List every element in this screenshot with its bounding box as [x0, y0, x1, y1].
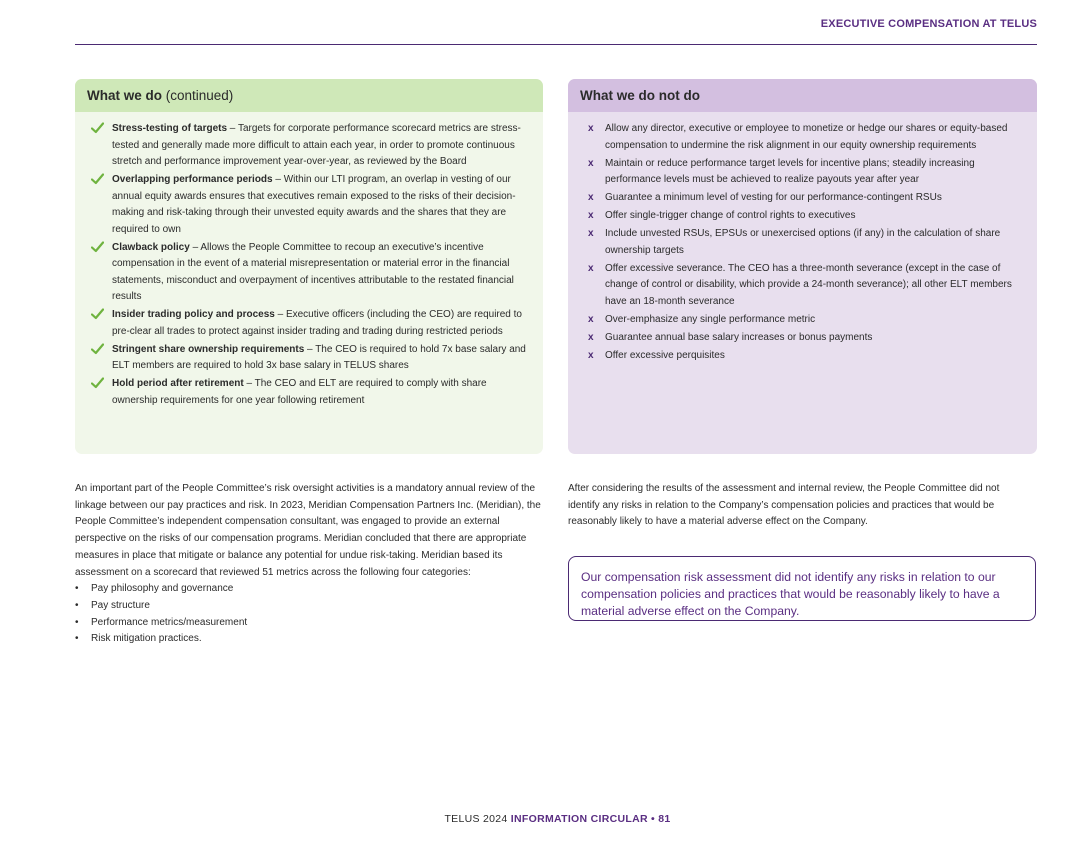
- do-item-text: – Allows the People Committee to recoup an executive’s incentive compensation in the event of a material misrepresentation or material error in the financial statements, misconduct and overpayment of incentives attributable to the restated financial results: [112, 241, 514, 302]
- check-icon: [91, 377, 104, 389]
- dont-item-text: Offer single-trigger change of control rights to executives: [605, 210, 856, 221]
- category-item: [75, 581, 550, 598]
- dont-item: [588, 261, 1027, 311]
- category-item: [75, 598, 550, 615]
- do-item-text: – The CEO is required to hold 7x base salary and ELT members are required to hold 3x base salary in TELUS shares: [112, 343, 526, 371]
- do-item-text: – Within our LTI program, an overlap in vesting of our annual equity awards ensures that executives remain exposed to the risks of their decision-making and risk-taking through their unvested equity awards and the shares that they are required to own: [112, 174, 516, 235]
- dont-item: [588, 121, 1027, 154]
- what-we-do-heading: [75, 79, 543, 112]
- check-icon: [91, 241, 104, 253]
- dont-item-text: Offer excessive perquisites: [605, 349, 725, 361]
- check-icon: [91, 308, 104, 320]
- footer-prefix: TELUS 2024: [444, 813, 511, 825]
- do-item-label: Clawback policy: [112, 241, 190, 253]
- dont-item: [588, 312, 1027, 329]
- category-text: Pay structure: [91, 599, 150, 611]
- do-item: [91, 240, 533, 306]
- what-we-do-panel: [75, 79, 543, 454]
- bullet-icon: •: [75, 616, 79, 628]
- dont-item: [588, 208, 1027, 225]
- page-number: 81: [658, 813, 671, 825]
- category-item: [75, 631, 550, 648]
- x-mark-icon: x: [588, 157, 594, 169]
- dont-item: [588, 330, 1027, 347]
- category-text: Performance metrics/measurement: [91, 616, 248, 628]
- check-icon: [91, 173, 104, 185]
- do-item-label: Stress-testing of targets: [112, 123, 228, 134]
- dont-item-text: Include unvested RSUs, EPSUs or unexercised options (if any) in the calculation of share ownership targets: [605, 228, 1001, 256]
- page-footer: [0, 813, 1087, 825]
- x-mark-icon: x: [588, 349, 594, 361]
- dont-item-text: Guarantee annual base salary increases or bonus payments: [605, 331, 873, 343]
- risk-oversight-paragraph: An important part of the People Committee’s risk oversight activities is a mandatory annual review of the linkage between our pay practices and risk. In 2023, Meridian Compensation Partners Inc. (Meridian), the People Committee’s independent compensation consultant, was engaged to provide an external perspective on the risks of our compensation programs. Meridian concluded that there are appropriate measures in place that mitigate or balance any potential for undue risk-taking. Meridian based its assessment on a scorecard that reviewed 51 metrics across the following four categories:: [75, 483, 541, 578]
- what-we-do-not-do-panel: [568, 79, 1037, 454]
- x-mark-icon: x: [588, 313, 594, 325]
- dont-item: [588, 348, 1027, 365]
- header-divider: [75, 44, 1037, 45]
- bullet-icon: •: [75, 583, 79, 595]
- x-mark-icon: x: [588, 210, 594, 221]
- running-header: EXECUTIVE COMPENSATION AT TELUS: [820, 18, 1037, 30]
- do-item: [91, 121, 533, 171]
- do-item-text: – Executive officers (including the CEO) are required to pre-clear all trades to protect against insider trading and trading during restricted periods: [112, 309, 522, 337]
- bullet-icon: •: [75, 599, 79, 611]
- do-item-label: Stringent share ownership requirements: [112, 343, 305, 355]
- dont-item-text: Over-emphasize any single performance metric: [605, 313, 816, 325]
- check-icon: [91, 122, 104, 134]
- x-mark-icon: x: [588, 331, 594, 343]
- x-mark-icon: x: [588, 123, 594, 134]
- categories-list: [75, 581, 550, 648]
- do-item-label: Hold period after retirement: [112, 378, 244, 389]
- assessment-conclusion-paragraph: After considering the results of the assessment and internal review, the People Committee did not identify any risks in relation to the Company’s compensation policies and practices that would be reasonably likely to have a material adverse effect on the Company.: [568, 483, 1000, 528]
- category-item: [75, 615, 550, 632]
- dont-item-text: Maintain or reduce performance target levels for incentive plans; steadily increasing performance levels must be achieved to realize payouts year after year: [605, 157, 975, 185]
- x-mark-icon: x: [588, 192, 594, 203]
- what-we-do-title-suffix: (continued): [162, 88, 234, 103]
- dont-item-text: Allow any director, executive or employee to monetize or hedge our shares or equity-based compensation to undermine the risk alignment in our equity ownership requirements: [605, 123, 1008, 151]
- do-item: [91, 342, 533, 375]
- footer-separator: •: [647, 813, 659, 825]
- footer-document-title: INFORMATION CIRCULAR: [510, 813, 648, 825]
- do-item-label: Insider trading policy and process: [112, 309, 275, 320]
- dont-item: [588, 156, 1027, 189]
- dont-item-text: Guarantee a minimum level of vesting for our performance-contingent RSUs: [605, 192, 942, 203]
- category-text: Pay philosophy and governance: [91, 583, 234, 595]
- do-item: [91, 307, 533, 340]
- do-item: [91, 172, 533, 238]
- what-we-do-title: What we do: [87, 88, 162, 103]
- do-item-text: – Targets for corporate performance scorecard metrics are stress-tested and generally made more difficult to attain each year, in order to promote continuous stretch and performance improvement year-over-year, as reviewed by the Board: [112, 123, 521, 167]
- what-we-do-not-do-heading: [568, 79, 1037, 112]
- dont-item: [588, 226, 1027, 259]
- risk-oversight-section: [75, 481, 550, 648]
- do-item: [91, 376, 533, 409]
- do-item-label: Overlapping performance periods: [112, 174, 273, 185]
- bullet-icon: •: [75, 633, 79, 645]
- x-mark-icon: x: [588, 228, 594, 239]
- check-icon: [91, 343, 104, 355]
- dont-item: [588, 190, 1027, 207]
- x-mark-icon: x: [588, 262, 594, 274]
- dont-item-text: Offer excessive severance. The CEO has a three-month severance (except in the case of change of control or disability, which provide a 24-month severance); all other ELT members have an 18-month severance: [605, 262, 1012, 307]
- what-we-do-not-do-title: What we do not do: [580, 88, 700, 103]
- what-we-do-not-do-list: [568, 112, 1037, 364]
- what-we-do-list: [75, 112, 543, 409]
- do-item-text: – The CEO and ELT are required to comply with share ownership requirements for one year following retirement: [112, 378, 487, 406]
- risk-assessment-callout: Our compensation risk assessment did not identify any risks in relation to our compensation policies and practices that would be reasonably likely to have a material adverse effect on the Company.: [568, 556, 1036, 621]
- category-text: Risk mitigation practices.: [91, 633, 202, 645]
